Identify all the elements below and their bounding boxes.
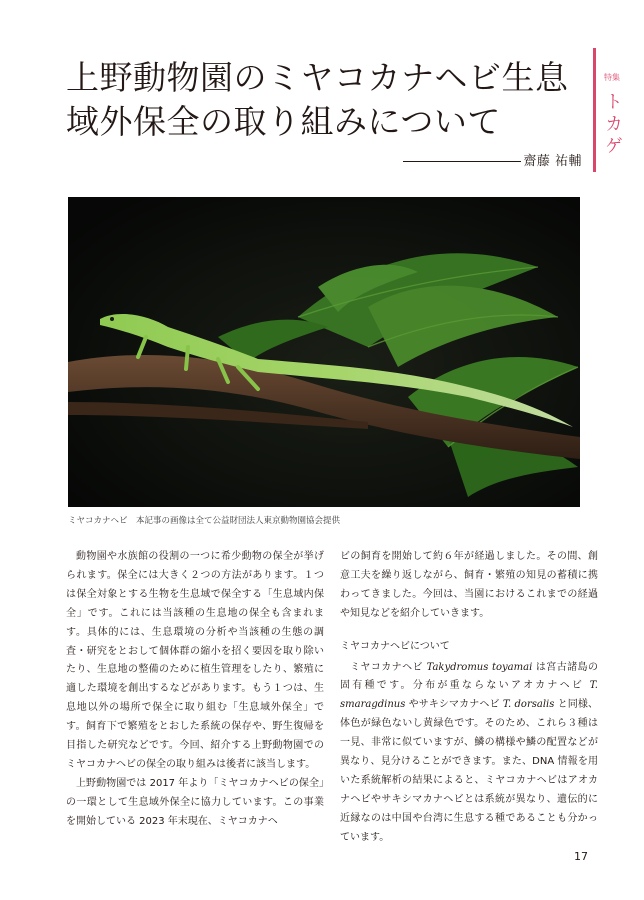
title-line-1: 上野動物園のミヤコカナヘビ生息 — [66, 58, 569, 97]
section-tag-name: トカゲ — [602, 92, 623, 158]
title-line-2: 域外保全の取り組みについて — [66, 102, 501, 141]
text-column-left — [66, 548, 324, 832]
paragraph-4 — [340, 659, 598, 848]
author-byline — [403, 150, 582, 169]
lizard-photo-illustration — [68, 197, 580, 507]
text-column-right — [340, 548, 598, 848]
article-title — [66, 56, 586, 144]
scientific-name-1: Takydromus toyamai — [426, 661, 533, 673]
section-tag-bar — [593, 48, 596, 172]
paragraph-2: 上野動物園では 2017 年より「ミヤコカナヘビの保全」の一環として生息域外保全に協力しています。この事業を開始している 2023 年末現在、ミヤコカナヘ — [66, 777, 324, 827]
paragraph-4-part-d: と同様、体色が緑色ないし黄緑色です。そのため、これら３種は一見、非常に似ていますが、鱗の構様や鱗の配置などが異なり、見分けることができます。また、DNA 情報を用いた系統解析の結果によると、ミヤコカナヘビはアオカナヘビやサキシマカナヘビとは系統が異なり、遺伝的に近縁なのは中国や台湾に生息する種であることも分かっています。 — [340, 699, 598, 843]
author-name: 齋藤 祐輔 — [523, 154, 582, 169]
lizard-photo — [68, 197, 580, 507]
scientific-name-3: T. dorsalis — [502, 699, 555, 711]
paragraph-4-part-a: ミヤコカナヘビ — [350, 661, 427, 673]
paragraph-3: ビの飼育を開始して約６年が経過しました。その間、創意工夫を繰り返しながら、飼育・繁殖の知見の蓄積に携わってきました。今回は、当園におけるこれまでの経過や知見などを紹介していきます。 — [340, 551, 598, 619]
paragraph-4-part-b: は宮古諸島の固有種です。分布が重ならないアオカナヘビ — [340, 661, 598, 692]
page-number: 17 — [574, 850, 588, 863]
paragraph-4-part-c: やサキシマカナヘビ — [405, 699, 503, 711]
section-subheading: ミヤコカナヘビについて — [340, 640, 450, 652]
scientific-name-2: T. smaragdinus — [340, 680, 598, 711]
section-tag-label: 特集 — [604, 73, 620, 82]
paragraph-1: 動物園や水族館の役割の一つに希少動物の保全が挙げられます。保全には大きく２つの方法があります。１つは保全対象とする生物を生息域で保全する「生息域内保全」です。これには当該種の生息地の保全も含まれます。具体的には、生息環境の分析や当該種の生態の調査・研究をとおして個体群の縮小を招く要因を取り除いたり、生息地の整備のために植生管理をしたり、繁殖に適した環境を創出するなどがあります。もう１つは、生息地以外の場所で保全に取り組む「生息域外保全」です。飼育下で繁殖をとおした系統の保存や、野生復帰を目指した研究などです。今回、紹介する上野動物園でのミヤコカナヘビの保全の取り組みは後者に該当します。 — [66, 551, 324, 770]
author-dash-rule — [403, 161, 521, 162]
photo-caption: ミヤコカナヘビ 本記事の画像は全て公益財団法人東京動物園協会提供 — [68, 516, 341, 526]
